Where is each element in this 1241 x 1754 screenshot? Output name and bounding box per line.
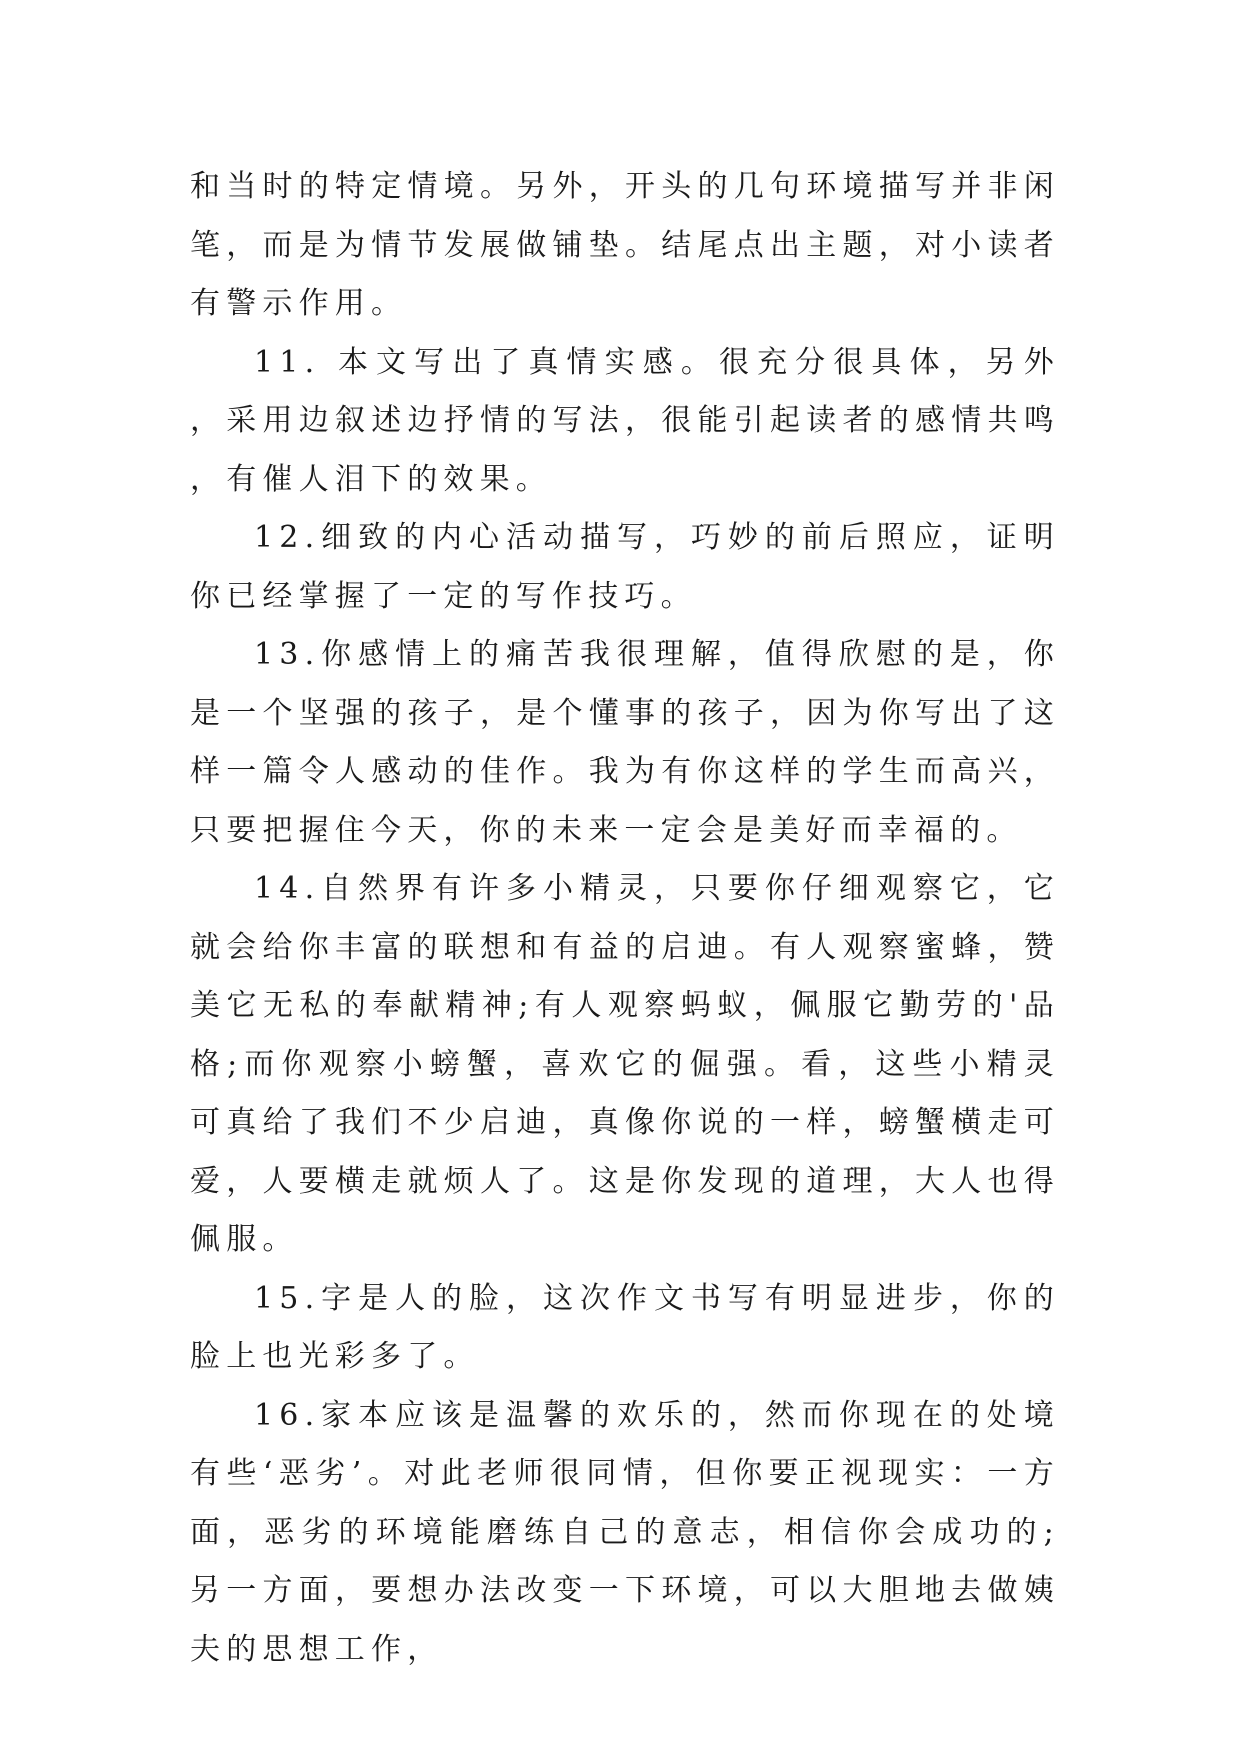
paragraph-item-15: 15.字是人的脸，这次作文书写有明显进步，你的脸上也光彩多了。 <box>190 1280 1060 1374</box>
paragraph-item-11: 11. 本文写出了真情实感。很充分很具体，另外，采用边叙述边抒情的写法，很能引起读者的感情共鸣，有催人泪下的效果。 <box>190 344 1060 497</box>
paragraph-item-12: 12.细致的内心活动描写，巧妙的前后照应，证明你已经掌握了一定的写作技巧。 <box>190 520 1060 614</box>
paragraph-item-16: 16.家本应该是温馨的欢乐的，然而你现在的处境有些‘恶劣’。对此老师很同情，但你要正视现实：一方面，恶劣的环境能磨练自己的意志，相信你会成功的;另一方面，要想办法改变一下环境，可以大胆地去做姨夫的思想工作， <box>190 1397 1060 1667</box>
paragraph-item-13: 13.你感情上的痛苦我很理解，值得欣慰的是，你是一个坚强的孩子，是个懂事的孩子，因为你写出了这样一篇令人感动的佳作。我为有你这样的学生而高兴，只要把握住今天，你的未来一定会是美好而幸福的。 <box>190 637 1060 848</box>
paragraph-continuation: 和当时的特定情境。另外，开头的几句环境描写并非闲笔，而是为情节发展做铺垫。结尾点出主题，对小读者有警示作用。 <box>190 169 1060 321</box>
document-body <box>190 158 1060 1679</box>
paragraph-item-14: 14.自然界有许多小精灵，只要你仔细观察它，它就会给你丰富的联想和有益的启迪。有人观察蜜蜂，赞美它无私的奉献精神;有人观察蚂蚁，佩服它勤劳的'品格;而你观察小螃蟹，喜欢它的倔强。看，这些小精灵可真给了我们不少启迪，真像你说的一样，螃蟹横走可爱，人要横走就烦人了。这是你发现的道理，大人也得佩服。 <box>190 871 1060 1257</box>
